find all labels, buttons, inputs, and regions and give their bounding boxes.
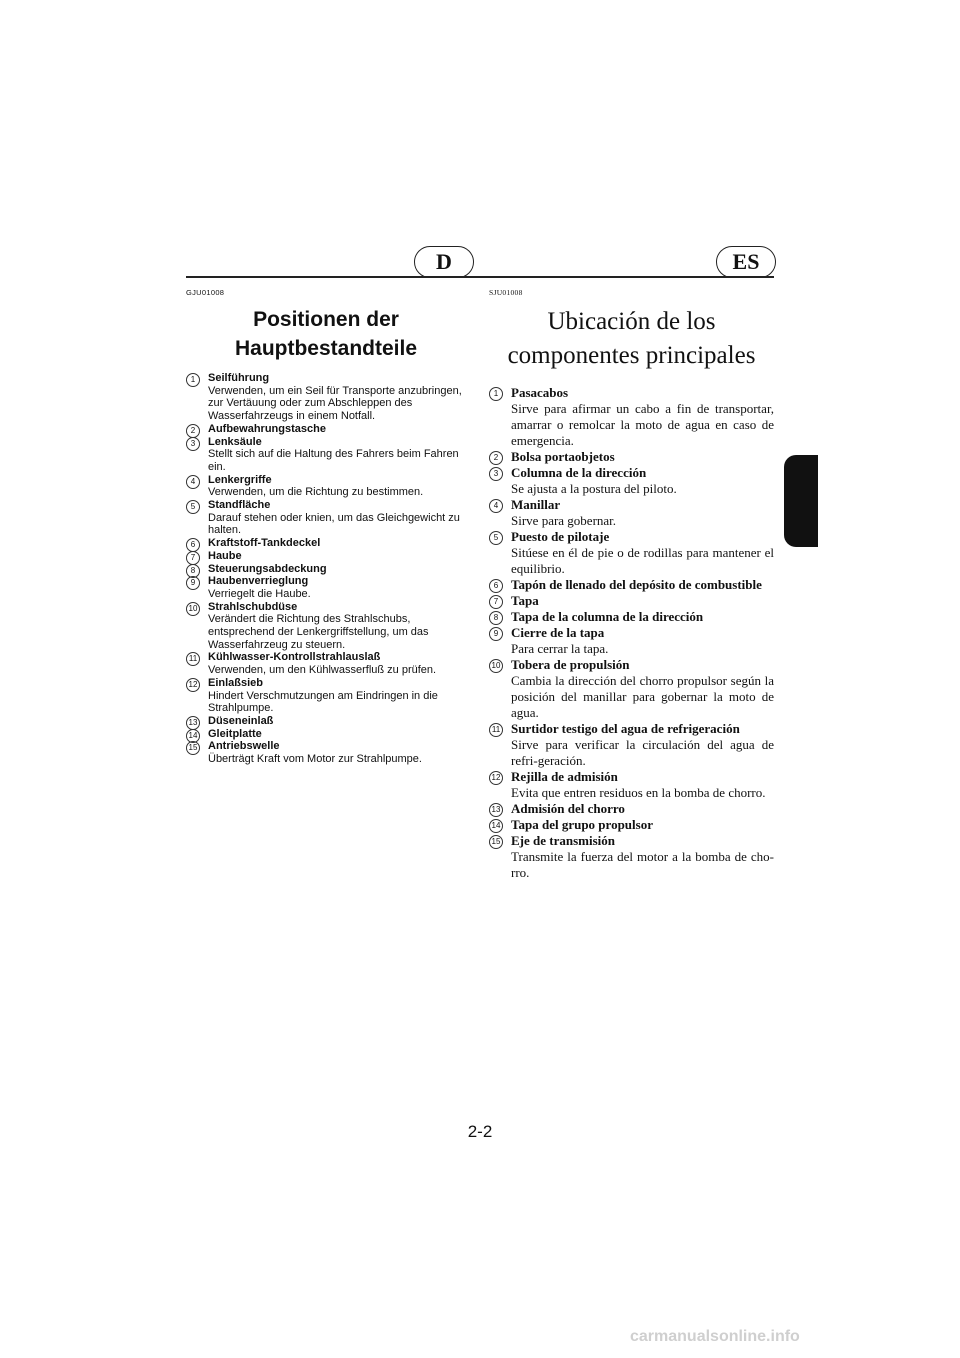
- item-description: Para cerrar la tapa.: [511, 641, 609, 656]
- item-label: Columna de la dirección: [511, 465, 647, 480]
- header-rule: [186, 276, 774, 278]
- watermark: carmanualsonline.info: [630, 1328, 800, 1345]
- list-item: [186, 575, 466, 600]
- list-item: [186, 651, 466, 676]
- item-label: Manillar: [511, 497, 561, 512]
- item-number-badge: 4: [489, 499, 503, 513]
- german-title-line-1: Positionen der: [253, 308, 399, 331]
- item-description: Sirve para verificar la circulación del agua de refri-geración.: [511, 737, 774, 768]
- spanish-section-code: SJU01008: [489, 288, 523, 297]
- item-number-badge: 4: [186, 475, 200, 489]
- item-description: Verwenden, um ein Seil für Transporte anzubringen, zur Vertäuung oder zum Abschleppen des Wasserfahrzeugs in einem Notfall.: [208, 384, 462, 423]
- item-description: Verriegelt die Haube.: [208, 587, 311, 600]
- item-label: Gleitplatte: [208, 727, 262, 740]
- item-description: Darauf stehen oder knien, um das Gleichgewicht zu halten.: [208, 511, 460, 537]
- list-item: [489, 833, 774, 881]
- item-number-badge: 5: [186, 500, 200, 514]
- item-label: Kühlwasser-Kontrollstrahlauslaß: [208, 651, 381, 664]
- item-number-badge: 15: [186, 741, 200, 755]
- item-number-badge: 13: [186, 716, 200, 730]
- item-label: Tapón de llenado del depósito de combustible: [511, 577, 762, 592]
- item-label: Pasacabos: [511, 385, 569, 400]
- item-description: Sirve para gobernar.: [511, 513, 617, 528]
- item-number-badge: 2: [186, 424, 200, 438]
- item-description: Hindert Verschmutzungen am Eindringen in die Strahlpumpe.: [208, 689, 438, 715]
- item-number-badge: 8: [489, 611, 503, 625]
- item-number-badge: 6: [186, 538, 200, 552]
- list-item: [186, 601, 466, 652]
- item-label: Tobera de propulsión: [511, 657, 630, 672]
- list-item: [489, 817, 774, 833]
- german-section-code: GJU01008: [186, 288, 225, 297]
- spanish-title-line-1: Ubicación de los: [547, 308, 716, 335]
- item-number-badge: 10: [489, 659, 503, 673]
- spanish-column: [489, 288, 774, 881]
- item-number-badge: 7: [186, 551, 200, 565]
- item-number-badge: 6: [489, 579, 503, 593]
- item-number-badge: 8: [186, 564, 200, 578]
- item-label: Einlaßsieb: [208, 676, 264, 689]
- item-number-badge: 3: [489, 467, 503, 481]
- list-item: [186, 499, 466, 537]
- list-item: [489, 801, 774, 817]
- list-item: [186, 728, 466, 741]
- item-number-badge: 12: [186, 678, 200, 692]
- item-label: Tapa: [511, 593, 539, 608]
- item-label: Tapa del grupo propulsor: [511, 817, 653, 832]
- item-number-badge: 10: [186, 602, 200, 616]
- item-label: Seilführung: [208, 372, 270, 384]
- item-number-badge: 5: [489, 531, 503, 545]
- list-item: [186, 677, 466, 715]
- item-description: Sirve para afirmar un cabo a fin de transportar, amarrar o remolcar la moto de agua en caso de emergencia.: [511, 401, 774, 448]
- item-number-badge: 11: [489, 723, 503, 737]
- list-item: [489, 529, 774, 577]
- german-parts-list: [186, 372, 466, 766]
- list-item: [186, 372, 466, 423]
- item-number-badge: 12: [489, 771, 503, 785]
- item-number-badge: 15: [489, 835, 503, 849]
- item-label: Tapa de la columna de la dirección: [511, 609, 704, 624]
- item-label: Eje de transmisión: [511, 833, 615, 848]
- spanish-title-line-2: componentes principales: [507, 342, 756, 369]
- list-item: [489, 593, 774, 609]
- item-label: Aufbewahrungstasche: [208, 422, 326, 435]
- item-label: Kraftstoff-Tankdeckel: [208, 537, 321, 550]
- item-label: Standfläche: [208, 499, 271, 512]
- item-label: Lenkergriffe: [208, 473, 272, 486]
- item-description: Überträgt Kraft vom Motor zur Strahlpumpe.: [208, 753, 422, 766]
- item-number-badge: 1: [186, 373, 200, 387]
- list-item: [186, 436, 466, 474]
- list-item: [489, 609, 774, 625]
- item-label: Steuerungsabdeckung: [208, 562, 327, 575]
- item-description: Se ajusta a la postura del piloto.: [511, 481, 677, 496]
- item-description: Transmite la fuerza del motor a la bomba de cho-rro.: [511, 849, 774, 880]
- item-label: Strahlschubdüse: [208, 600, 298, 613]
- item-number-badge: 13: [489, 803, 503, 817]
- item-label: Rejilla de admisión: [511, 769, 618, 784]
- item-label: Düseneinlaß: [208, 714, 274, 727]
- item-description: Verwenden, um die Richtung zu bestimmen.: [208, 486, 424, 499]
- item-label: Admisión del chorro: [511, 801, 625, 816]
- item-number-badge: 9: [186, 576, 200, 590]
- item-label: Haube: [208, 549, 242, 562]
- list-item: [489, 465, 774, 497]
- item-label: Cierre de la tapa: [511, 625, 605, 640]
- item-label: Surtidor testigo del agua de refrigeración: [511, 721, 740, 736]
- item-number-badge: 2: [489, 451, 503, 465]
- list-item: [489, 385, 774, 449]
- item-number-badge: 11: [186, 652, 200, 666]
- chapter-tab: [784, 455, 818, 547]
- list-item: [186, 537, 466, 550]
- list-item: [186, 740, 466, 765]
- item-number-badge: 9: [489, 627, 503, 641]
- item-description: Verändert die Richtung des Strahlschubs, entsprechend der Lenkergriffstellung, um das Wasserfahrzeug zu steuern.: [208, 613, 429, 651]
- item-description: Stellt sich auf die Haltung des Fahrers beim Fahren ein.: [208, 448, 459, 473]
- item-label: Puesto de pilotaje: [511, 529, 610, 544]
- list-item: [489, 657, 774, 721]
- list-item: [186, 423, 466, 436]
- item-label: Bolsa portaobjetos: [511, 449, 615, 464]
- list-item: [186, 563, 466, 576]
- spanish-title: [489, 305, 774, 373]
- item-number-badge: 7: [489, 595, 503, 609]
- item-label: Haubenverrieglung: [208, 575, 309, 588]
- list-item: [489, 497, 774, 529]
- page-number: 2-2: [467, 1122, 493, 1141]
- item-label: Antriebswelle: [208, 740, 280, 753]
- item-number-badge: 3: [186, 437, 200, 451]
- item-description: Evita que entren residuos en la bomba de chorro.: [511, 785, 766, 800]
- spanish-parts-list: [489, 385, 774, 881]
- german-title: [186, 305, 466, 363]
- item-number-badge: 1: [489, 387, 503, 401]
- language-badge-spanish: ES: [716, 246, 776, 278]
- list-item: [186, 550, 466, 563]
- list-item: [489, 721, 774, 769]
- list-item: [489, 625, 774, 657]
- german-column: [186, 288, 466, 766]
- list-item: [489, 769, 774, 801]
- list-item: [489, 449, 774, 465]
- list-item: [186, 715, 466, 728]
- item-description: Sitúese en él de pie o de rodillas para mantener el equilibrio.: [511, 545, 774, 576]
- item-description: Cambia la dirección del chorro propulsor según la posición del manillar para gobernar la moto de agua.: [511, 673, 774, 720]
- list-item: [186, 474, 466, 499]
- item-number-badge: 14: [186, 729, 200, 743]
- language-badge-german: D: [414, 246, 474, 278]
- german-title-line-2: Hauptbestandteile: [234, 337, 418, 360]
- item-description: Verwenden, um den Kühlwasserfluß zu prüfen.: [208, 664, 437, 677]
- item-label: Lenksäule: [208, 435, 262, 448]
- item-number-badge: 14: [489, 819, 503, 833]
- list-item: [489, 577, 774, 593]
